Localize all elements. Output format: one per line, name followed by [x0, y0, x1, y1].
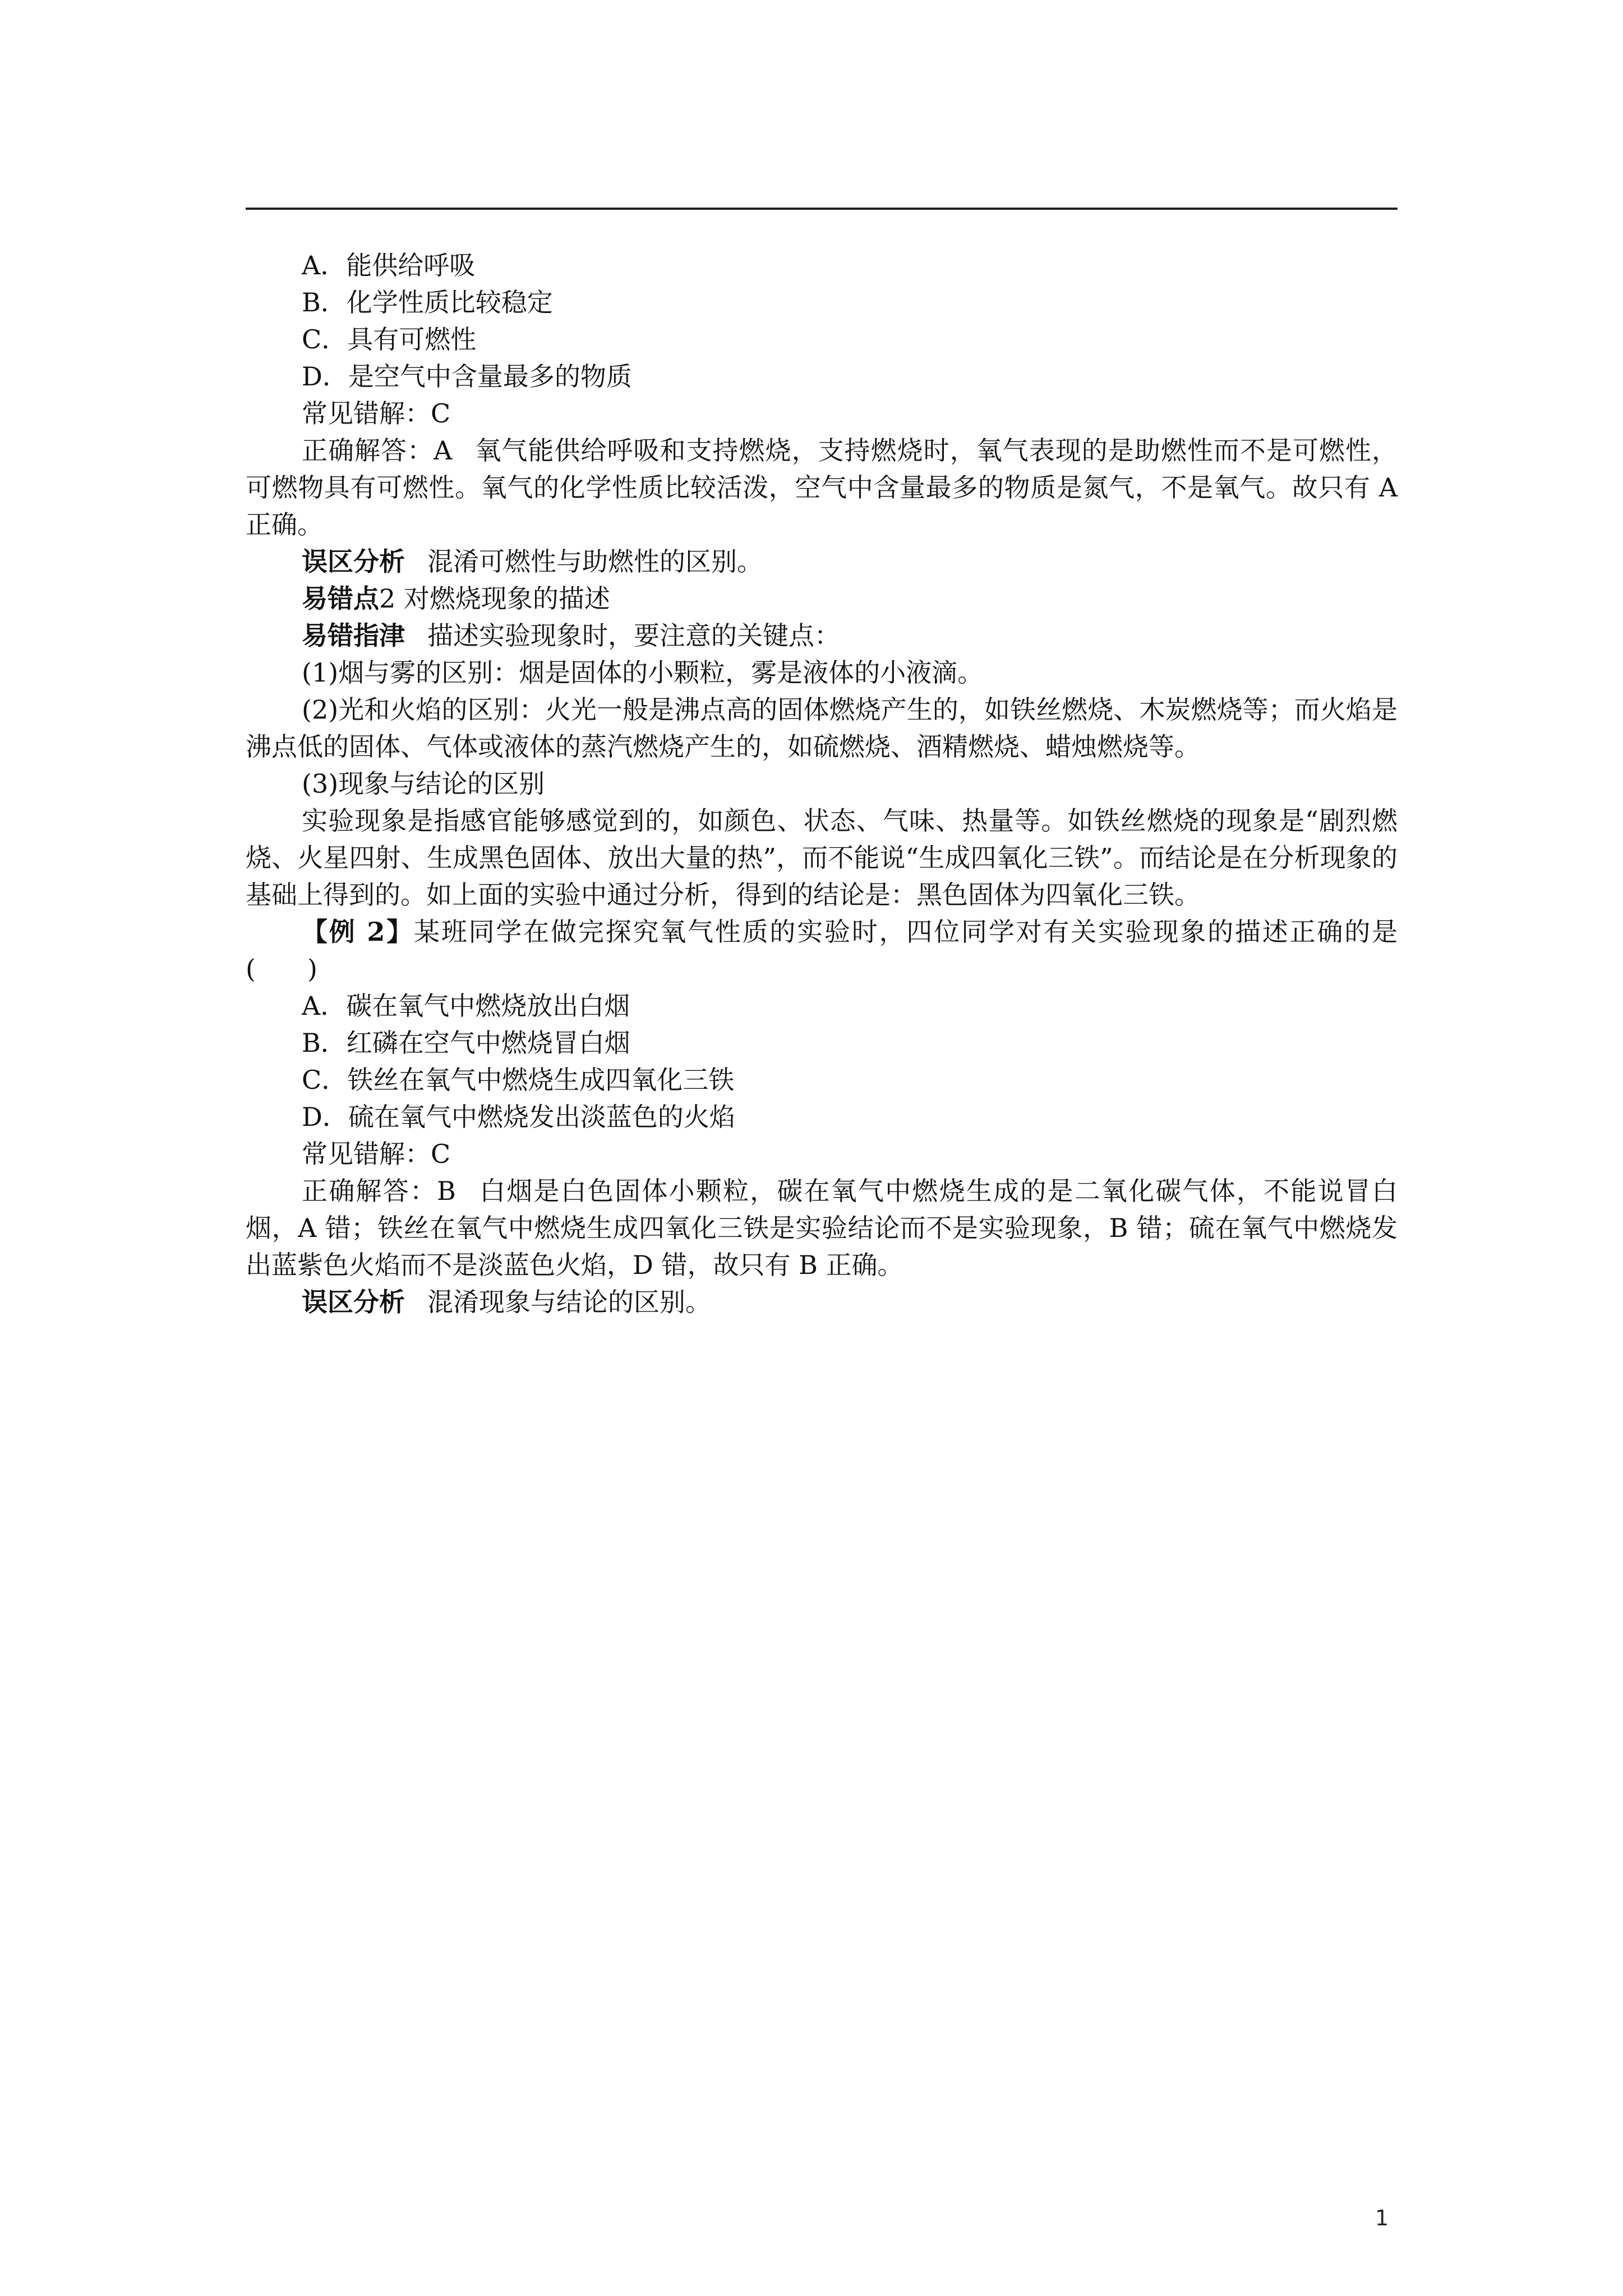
guide-item-1: (1)烟与雾的区别：烟是固体的小颗粒，雾是液体的小液滴。 — [302, 657, 984, 688]
page-number: 1 — [1375, 2206, 1389, 2230]
q1-answer-head: 正确解答：A — [302, 435, 453, 466]
ex2-analysis-label: 误区分析 — [302, 1287, 405, 1317]
ex2-correct-answer — [246, 1172, 1398, 1283]
error-point-title: 2 对燃烧现象的描述 — [379, 583, 610, 614]
ex2-analysis-text: 混淆现象与结论的区别。 — [427, 1287, 711, 1317]
error-guide-label: 易错指津 — [302, 620, 405, 651]
q1-option-d: D．是空气中含量最多的物质 — [302, 361, 632, 392]
ex2-option-b: B．红磷在空气中燃烧冒白烟 — [302, 1028, 630, 1058]
document-body — [246, 247, 1398, 1320]
ex2-option-d: D．硫在氧气中燃烧发出淡蓝色的火焰 — [302, 1102, 735, 1132]
q1-analysis-text: 混淆可燃性与助燃性的区别。 — [427, 546, 763, 577]
header-rule — [246, 208, 1398, 210]
example-2-stem — [246, 913, 1398, 987]
example-2-question: 某班同学在做完探究氧气性质的实验时，四位同学对有关实验现象的描述正确的是( ) — [246, 917, 1398, 984]
q1-correct-answer — [246, 432, 1398, 543]
ex2-analysis — [246, 1283, 1398, 1320]
ex2-answer-head: 正确解答：B — [302, 1176, 456, 1206]
guide-item-3-text: 实验现象是指感官能够感觉到的，如颜色、状态、气味、热量等。如铁丝燃烧的现象是“剧烈燃烧、火星四射、生成黑色固体、放出大量的热”，而不能说“生成四氧化三铁”。而结论是在分析现象的基础上得到的。如上面的实验中通过分析，得到的结论是：黑色固体为四氧化三铁。 — [246, 806, 1398, 910]
ex2-common-error: 常见错解：C — [302, 1139, 451, 1169]
error-guide — [246, 617, 1398, 654]
ex2-answer-body: 白烟是白色固体小颗粒，碳在氧气中燃烧生成的是二氧化碳气体，不能说冒白烟，A 错；铁丝在氧气中燃烧生成四氧化三铁是实验结论而不是实验现象，B 错；硫在氧气中燃烧发出蓝紫色火焰而不是淡蓝色火焰，D 错，故只有 B 正确。 — [246, 1176, 1398, 1280]
error-point-label: 易错点 — [302, 583, 379, 614]
q1-option-c: C．具有可燃性 — [302, 324, 477, 355]
q1-option-b: B．化学性质比较稳定 — [302, 287, 553, 318]
q1-analysis — [246, 543, 1398, 580]
q1-answer-body: 氧气能供给呼吸和支持燃烧，支持燃烧时，氧气表现的是助燃性而不是可燃性，可燃物具有可燃性。氧气的化学性质比较活泼，空气中含量最多的物质是氮气，不是氧气。故只有 A 正确。 — [246, 435, 1398, 540]
q1-option-a: A．能供给呼吸 — [302, 250, 476, 280]
ex2-option-a: A．碳在氧气中燃烧放出白烟 — [302, 991, 630, 1021]
q1-common-error: 常见错解：C — [302, 398, 451, 429]
guide-item-3: (3)现象与结论的区别 — [302, 769, 545, 799]
guide-item-2: (2)光和火焰的区别：火光一般是沸点高的固体燃烧产生的，如铁丝燃烧、木炭燃烧等；而火焰是沸点低的固体、气体或液体的蒸汽燃烧产生的，如硫燃烧、酒精燃烧、蜡烛燃烧等。 — [246, 694, 1398, 762]
error-guide-text: 描述实验现象时，要注意的关键点： — [427, 620, 840, 651]
example-2-label: 【例 2】 — [302, 917, 414, 947]
q1-analysis-label: 误区分析 — [302, 546, 405, 577]
ex2-option-c: C．铁丝在氧气中燃烧生成四氧化三铁 — [302, 1065, 735, 1095]
error-point-2-heading — [246, 580, 1398, 617]
